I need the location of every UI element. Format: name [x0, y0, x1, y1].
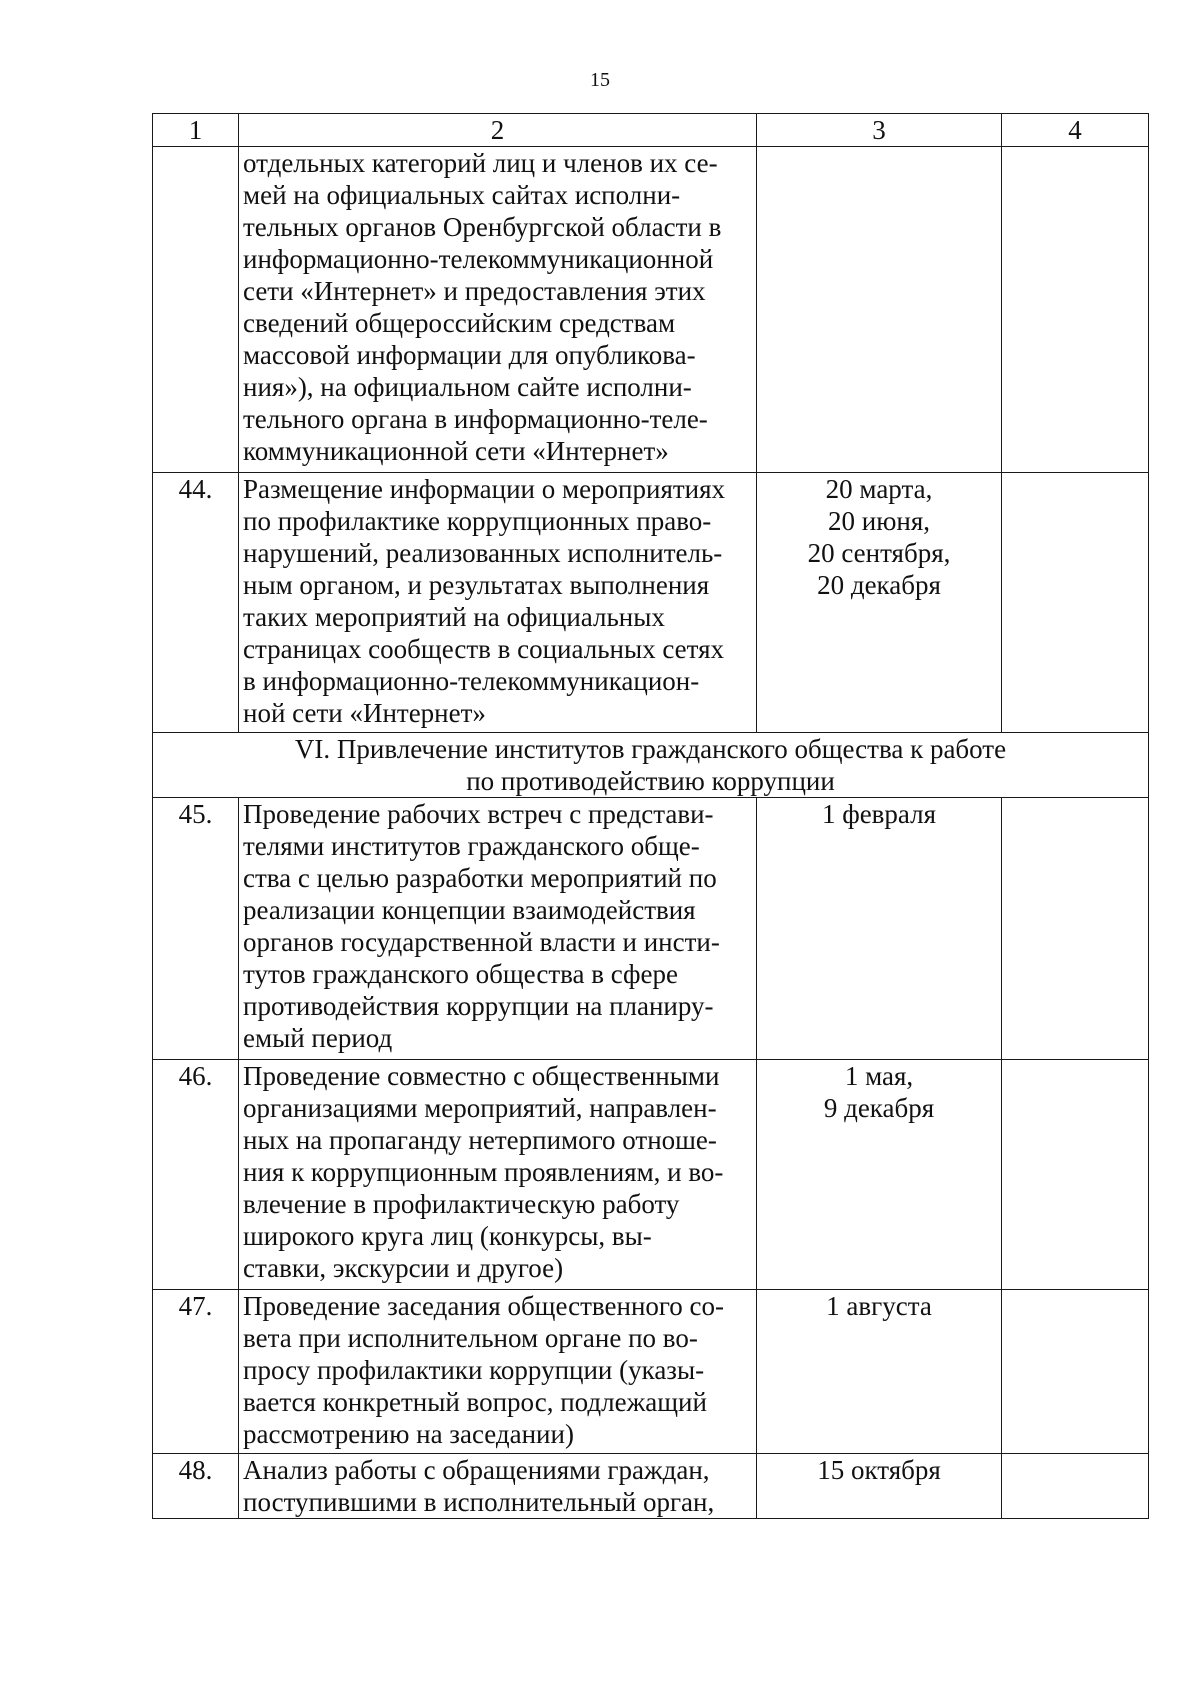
row-note-cell — [1002, 473, 1149, 733]
text-line: рассмотрению на заседании) — [243, 1419, 574, 1449]
row-deadline-cell — [757, 1060, 1002, 1290]
text-line: по профилактике коррупционных право- — [243, 506, 712, 536]
text-line: органов государственной власти и инсти- — [243, 927, 720, 957]
deadline-line: 1 февраля — [821, 799, 937, 829]
column-header-3: 3 — [757, 114, 1002, 147]
text-line: Проведение заседания общественного со- — [243, 1291, 725, 1321]
row-deadline-cell — [757, 473, 1002, 733]
row-deadline-cell — [757, 147, 1002, 473]
text-line: в информационно-телекоммуникацион- — [243, 666, 700, 696]
row-note-cell — [1002, 1454, 1149, 1519]
text-line: отдельных категорий лиц и членов их се- — [243, 148, 718, 178]
text-line: сети «Интернет» и предоставления этих — [243, 276, 706, 306]
deadline-line: 9 декабря — [823, 1093, 935, 1123]
row-description-cell — [239, 473, 757, 733]
column-header-4: 4 — [1002, 114, 1149, 147]
deadline-line: 20 марта, — [825, 474, 933, 504]
text-line: вается конкретный вопрос, подлежащий — [243, 1387, 707, 1417]
text-line: ной сети «Интернет» — [243, 698, 486, 728]
row-number-cell: 48. — [153, 1454, 239, 1519]
row-description-cell — [239, 798, 757, 1060]
table-row-44 — [153, 473, 1149, 733]
text-line: мей на официальных сайтах исполни- — [243, 180, 681, 210]
page-number: 15 — [590, 69, 610, 91]
text-line: реализации концепции взаимодействия — [243, 895, 696, 925]
text-line: Анализ работы с обращениями граждан, — [243, 1455, 710, 1485]
table-row-46 — [153, 1060, 1149, 1290]
text-line: просу профилактики коррупции (указы- — [243, 1355, 705, 1385]
row-note-cell — [1002, 147, 1149, 473]
deadline-line: 20 декабря — [817, 570, 941, 600]
table-row-47 — [153, 1290, 1149, 1454]
text-line: широкого круга лиц (конкурсы, вы- — [243, 1221, 652, 1251]
text-line: вета при исполнительном органе по во- — [243, 1323, 698, 1353]
row-description-cell — [239, 147, 757, 473]
section-heading-line: по противодействию коррупции — [466, 766, 835, 796]
table-row-45 — [153, 798, 1149, 1060]
section-heading — [153, 733, 1149, 798]
text-line: тутов гражданского общества в сфере — [243, 959, 679, 989]
text-line: ставки, экскурсии и другое) — [243, 1253, 564, 1283]
column-header-1: 1 — [153, 114, 239, 147]
deadline-line: 20 сентября, — [807, 538, 951, 568]
row-note-cell — [1002, 1290, 1149, 1454]
text-line: страницах сообществ в социальных сетях — [243, 634, 725, 664]
text-line: тельного органа в информационно-теле- — [243, 404, 708, 434]
text-line: ным органом, и результатах выполнения — [243, 570, 710, 600]
table-header-row — [153, 114, 1149, 147]
row-note-cell — [1002, 798, 1149, 1060]
text-line: противодействия коррупции на планиру- — [243, 991, 714, 1021]
plan-table — [152, 113, 1149, 1519]
row-deadline-cell — [757, 1454, 1002, 1519]
text-line: влечение в профилактическую работу — [243, 1189, 680, 1219]
column-header-2: 2 — [239, 114, 757, 147]
text-line: ства с целью разработки мероприятий по — [243, 863, 717, 893]
row-note-cell — [1002, 1060, 1149, 1290]
deadline-line: 1 августа — [826, 1291, 932, 1321]
deadline-line: 1 мая, — [844, 1061, 914, 1091]
text-line: Размещение информации о мероприятиях — [243, 474, 726, 504]
text-line: емый период — [243, 1023, 393, 1053]
deadline-line: 15 октября — [817, 1455, 941, 1485]
row-number-cell: 47. — [153, 1290, 239, 1454]
text-line: организациями мероприятий, направлен- — [243, 1093, 717, 1123]
row-number-cell — [153, 147, 239, 473]
text-line: тельных органов Оренбургской области в — [243, 212, 722, 242]
table-row-continuation — [153, 147, 1149, 473]
row-deadline-cell — [757, 798, 1002, 1060]
text-line: таких мероприятий на официальных — [243, 602, 665, 632]
text-line: ния»), на официальном сайте исполни- — [243, 372, 692, 402]
text-line: ных на пропаганду нетерпимого отноше- — [243, 1125, 717, 1155]
text-line: нарушений, реализованных исполнитель- — [243, 538, 723, 568]
row-description-cell — [239, 1060, 757, 1290]
row-number-cell: 46. — [153, 1060, 239, 1290]
row-number-cell: 44. — [153, 473, 239, 733]
section-heading-line: VI. Привлечение институтов гражданского общества к работе — [294, 734, 1007, 764]
text-line: поступившими в исполнительный орган, — [243, 1487, 715, 1517]
text-line: коммуникационной сети «Интернет» — [243, 436, 669, 466]
table-row-48 — [153, 1454, 1149, 1519]
row-description-cell — [239, 1454, 757, 1519]
section-heading-row — [153, 733, 1149, 798]
text-line: Проведение рабочих встреч с представи- — [243, 799, 714, 829]
text-line: информационно-телекоммуникационной — [243, 244, 714, 274]
row-number-cell: 45. — [153, 798, 239, 1060]
row-description-cell — [239, 1290, 757, 1454]
text-line: сведений общероссийским средствам — [243, 308, 676, 338]
text-line: ния к коррупционным проявлениям, и во- — [243, 1157, 724, 1187]
text-line: Проведение совместно с общественными — [243, 1061, 720, 1091]
row-deadline-cell — [757, 1290, 1002, 1454]
text-line: массовой информации для опубликова- — [243, 340, 696, 370]
text-line: телями институтов гражданского обще- — [243, 831, 700, 861]
deadline-line: 20 июня, — [828, 506, 930, 536]
